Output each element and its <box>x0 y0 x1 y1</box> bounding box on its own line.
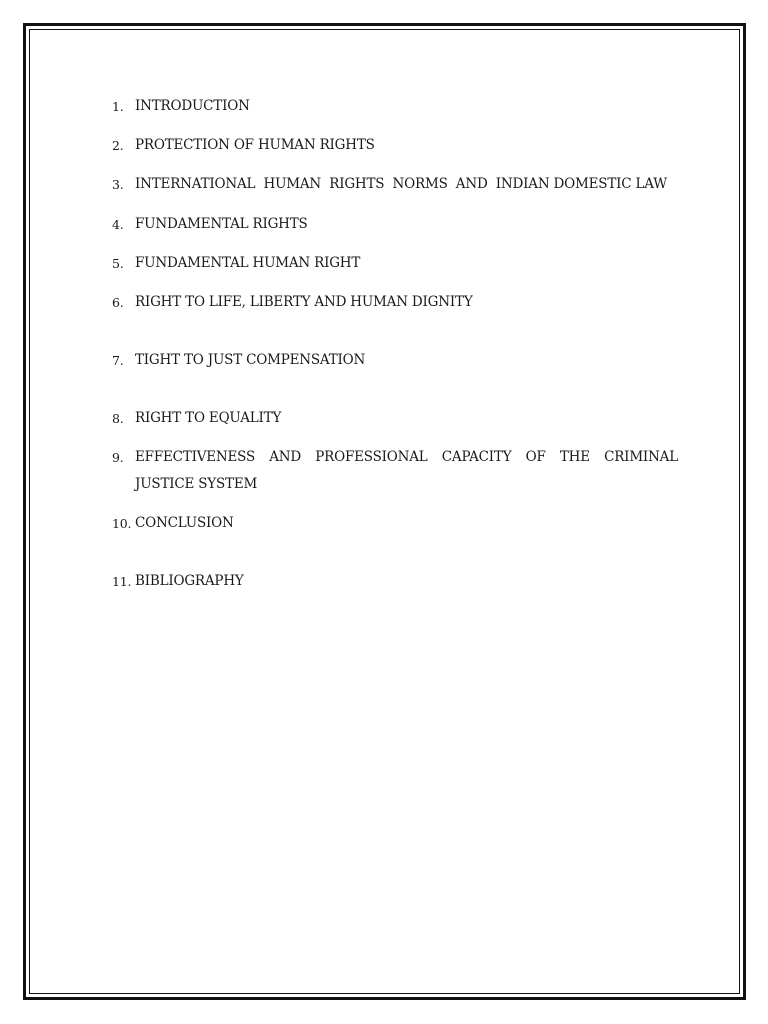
toc-item-criminal-justice <box>112 444 678 498</box>
toc-item-number: 4. <box>112 217 124 232</box>
toc-item-label: FUNDAMENTAL HUMAN RIGHT <box>135 255 361 271</box>
table-of-contents <box>112 93 678 595</box>
toc-item-number: 5. <box>112 256 124 271</box>
toc-item-label: EFFECTIVENESS AND PROFESSIONAL CAPACITY OF THE CRIMINAL JUSTICE SYSTEM <box>135 449 678 492</box>
toc-item-label: BIBLIOGRAPHY <box>135 573 244 589</box>
toc-item-label: RIGHT TO LIFE, LIBERTY AND HUMAN DIGNITY <box>135 294 473 310</box>
toc-item-number: 2. <box>112 138 124 153</box>
toc-item-number: 11. <box>112 574 132 589</box>
toc-item-conclusion <box>112 510 678 537</box>
toc-item-just-compensation <box>112 347 678 374</box>
toc-item-international-norms <box>112 171 678 198</box>
toc-item-number: 10. <box>112 516 132 531</box>
toc-item-fundamental-rights <box>112 211 678 238</box>
toc-item-right-to-life <box>112 289 678 316</box>
toc-item-right-to-equality <box>112 405 678 432</box>
toc-item-label: INTRODUCTION <box>135 98 250 114</box>
toc-item-label: INTERNATIONAL HUMAN RIGHTS NORMS AND INDIAN DOMESTIC LAW <box>135 176 667 192</box>
toc-item-number: 6. <box>112 295 124 310</box>
toc-item-number: 3. <box>112 177 124 192</box>
toc-item-label: PROTECTION OF HUMAN RIGHTS <box>135 137 375 153</box>
toc-item-introduction <box>112 93 678 120</box>
toc-item-number: 9. <box>112 450 124 465</box>
toc-item-number: 8. <box>112 411 124 426</box>
toc-item-number: 7. <box>112 353 124 368</box>
toc-item-fundamental-human-right <box>112 250 678 277</box>
toc-item-protection-of-human-rights <box>112 132 678 159</box>
toc-item-label: CONCLUSION <box>135 515 234 531</box>
toc-item-label: TIGHT TO JUST COMPENSATION <box>135 352 366 368</box>
toc-item-bibliography <box>112 568 678 595</box>
toc-item-label: RIGHT TO EQUALITY <box>135 410 282 426</box>
toc-item-number: 1. <box>112 99 124 114</box>
toc-item-label: FUNDAMENTAL RIGHTS <box>135 216 308 232</box>
